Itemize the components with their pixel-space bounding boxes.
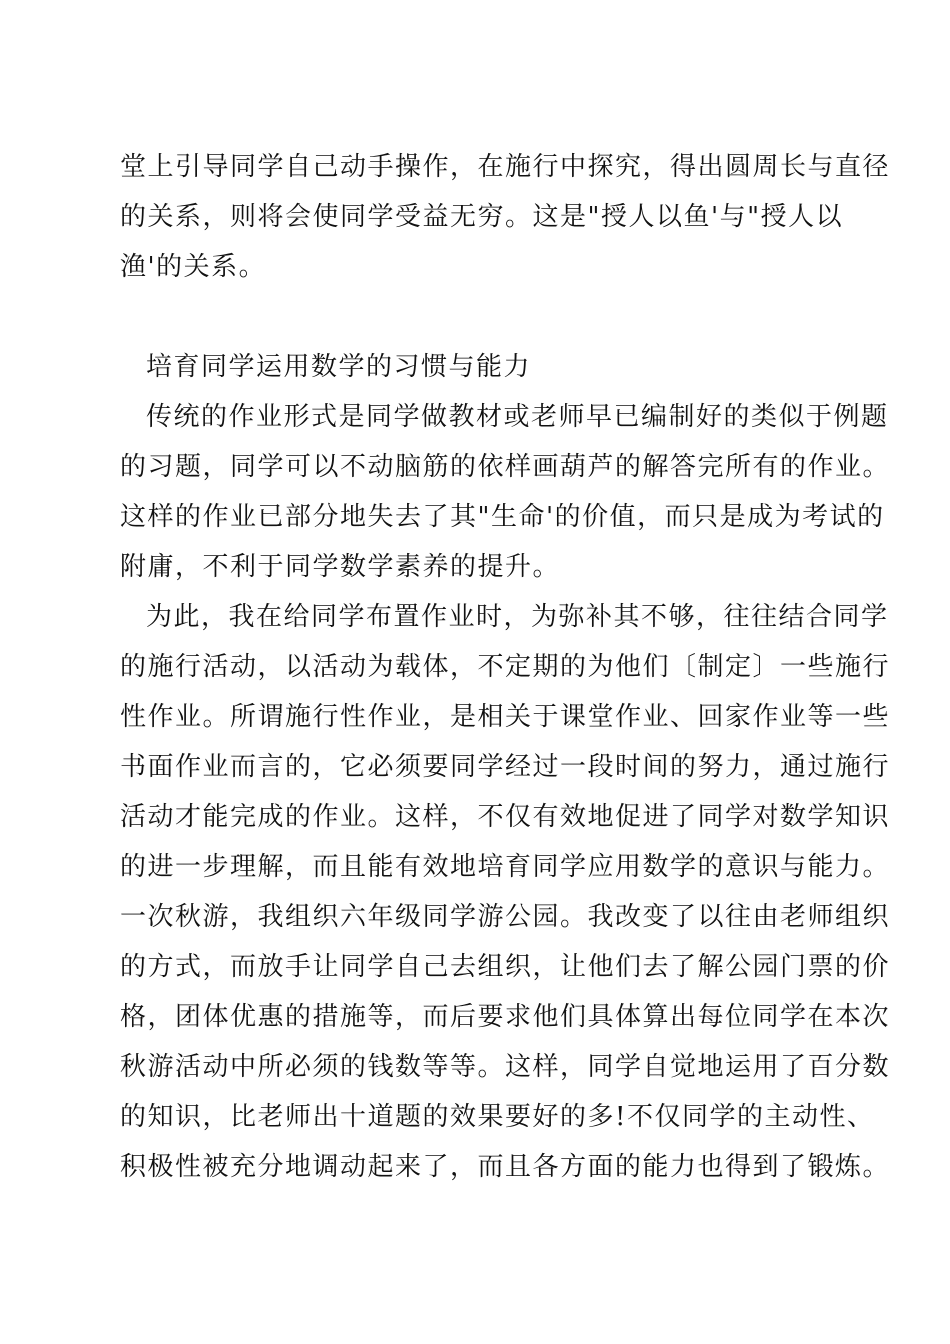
paragraph-3-line-3: 性作业。所谓施行性作业，是相关于课堂作业、回家作业等一些: [120, 702, 891, 732]
paragraph-3-line-4: 书面作业而言的，它必须要同学经过一段时间的努力，通过施行: [120, 752, 891, 782]
paragraph-2-line-2: 的习题，同学可以不动脑筋的依样画葫芦的解答完所有的作业。: [120, 452, 891, 482]
paragraph-2-line-1: 传统的作业形式是同学做教材或老师早已编制好的类似于例题: [146, 402, 889, 432]
paragraph-3-line-1: 为此，我在给同学布置作业时，为弥补其不够，往往结合同学: [146, 602, 889, 632]
paragraph-2-line-3: 这样的作业已部分地失去了其"生命'的价值，而只是成为考试的: [120, 502, 885, 532]
paragraph-1-line-2: 的关系，则将会使同学受益无穷。这是"授人以鱼'与"授人以: [120, 202, 844, 232]
paragraph-2-line-4: 附庸，不利于同学数学素养的提升。: [120, 552, 561, 582]
paragraph-3-line-5: 活动才能完成的作业。这样，不仅有效地促进了同学对数学知识: [120, 802, 891, 832]
paragraph-3-line-7: 一次秋游，我组织六年级同学游公园。我改变了以往由老师组织: [120, 902, 891, 932]
paragraph-1-line-1: 堂上引导同学自己动手操作，在施行中探究，得出圆周长与直径: [120, 152, 891, 182]
paragraph-3-line-9: 格，团体优惠的措施等，而后要求他们具体算出每位同学在本次: [120, 1002, 891, 1032]
paragraph-3-line-2: 的施行活动，以活动为载体，不定期的为他们〔制定〕一些施行: [120, 652, 891, 682]
paragraph-3-line-11: 的知识，比老师出十道题的效果要好的多!不仅同学的主动性、: [120, 1102, 875, 1132]
paragraph-3-line-6: 的进一步理解，而且能有效地培育同学应用数学的意识与能力。: [120, 852, 891, 882]
paragraph-3-line-8: 的方式，而放手让同学自己去组织，让他们去了解公园门票的价: [120, 952, 891, 982]
paragraph-3-line-12: 积极性被充分地调动起来了，而且各方面的能力也得到了锻炼。: [120, 1152, 891, 1182]
section-heading: 培育同学运用数学的习惯与能力: [146, 352, 532, 382]
paragraph-3-line-10: 秋游活动中所必须的钱数等等。这样，同学自觉地运用了百分数: [120, 1052, 891, 1082]
paragraph-1-line-3: 渔'的关系。: [120, 252, 267, 282]
